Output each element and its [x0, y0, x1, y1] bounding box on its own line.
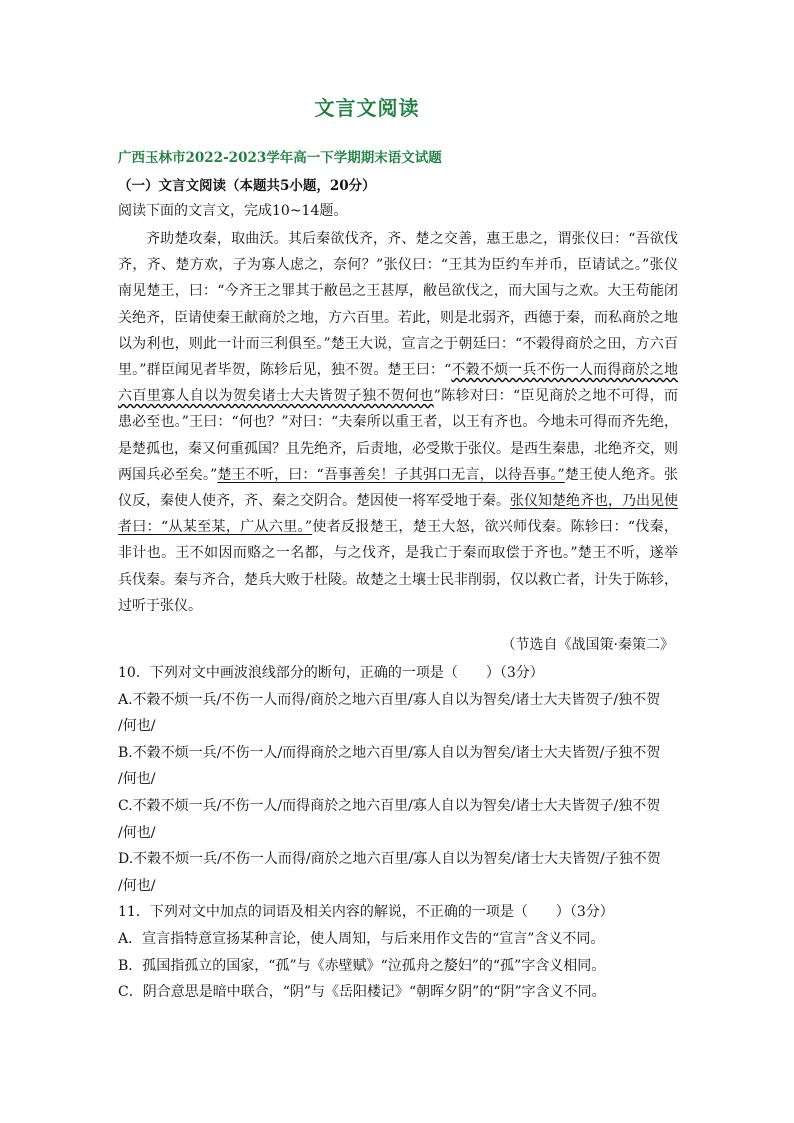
instruction-text: 阅读下面的文言文，完成10~14题。 [118, 203, 348, 219]
question-11-option-c: C．阴合意思是暗中联合，“阴”与《岳阳楼记》“朝晖夕阴”的“阴”字含义不同。 [118, 984, 606, 1001]
wavy-underlined-text: 不穀不烦一兵不伤一人而得商於之地六百里寡人自以为贺矣诸士大夫皆贺子独不贺何也 [118, 362, 678, 405]
passage-text-4: 使者反报楚王，楚王大怒，欲兴师伐秦。陈轸曰：“伐秦，非计也。王不如因而赂之一名都，与之伐齐，是我亡于秦而取偿于齐也。”楚王不听，遂举兵伐秦。秦与齐合，楚兵大败于杜陵。故楚之土壤士民非削弱，仅以救亡者，计失于陈轸，过听于张仪。 [118, 519, 678, 614]
exam-source: 广西玉林市2022-2023学年高一下学期期末语文试题 [118, 150, 442, 166]
question-10-option-b-cont: /何也/ [118, 771, 156, 788]
passage-paragraph [118, 226, 678, 619]
passage-text-1: 齐助楚攻秦，取曲沃。其后秦欲伐齐，齐、楚之交善，惠王患之，谓张仪曰：“吾欲伐齐，齐、楚方欢，子为寡人虑之，奈何？”张仪曰：“王其为臣约车并币，臣请试之。”张仪南见楚王，曰：“今齐王之罪其于敝邑之王甚厚，敝邑欲伐之，而大国与之欢。大王苟能闭关绝齐，臣请使秦王献商於之地，方六百里。若此，则是北弱齐，西德于秦，而私商於之地以为利也，则此一计而三利俱至。”楚王大说，宣言之于朝廷曰：“不榖得商於之田，方六百里。”群臣闻见者毕贺，陈轸后见，独不贺。楚王曰：“ [118, 231, 678, 379]
question-10-stem: 10．下列对文中画波浪线部分的断句，正确的一项是（ ）（3分） [118, 665, 544, 681]
passage-citation: （节选自《战国策·秦策二》 [501, 637, 674, 653]
question-10-option-c-cont: /何也/ [118, 824, 156, 841]
classical-passage [118, 226, 678, 619]
question-10-option-b: B.不穀不烦一兵/不伤一人/而得商於之地六百里/寡人自以为智矣/诸士大夫皆贺/子独不贺 [118, 744, 661, 761]
question-10-option-a: A.不穀不烦一兵/不伤一人而得/商於之地六百里/寡人自以为智矣/诸士大夫皆贺子/独不贺 [118, 691, 661, 708]
question-11-stem: 11．下列对文中加点的词语及相关内容的解说，不正确的一项是（ ）（3分） [118, 904, 614, 921]
underlined-sentence-2: 张仪知楚绝齐也，乃出见使者曰：“从某至某，广从六里。” [118, 493, 678, 536]
question-11-option-a: A．宣言指特意宣扬某种言论，使人周知，与后来用作文告的“宣言”含义不同。 [118, 930, 605, 947]
passage-text-2: ”陈轸对曰：“臣见商於之地不可得，而患必至也。”王曰：“何也？”对曰：“夫秦所以重王者，以王有齐也。今地未可得而齐先绝，是楚孤也，秦又何重孤国？且先绝齐，后责地，必受欺于张仪。是西生秦患，北绝齐交，则两国兵必至矣。” [118, 388, 678, 483]
underlined-sentence-1: 楚王不听，曰：“吾事善矣！子其弭口无言，以待吾事。” [217, 466, 565, 483]
question-11-option-b: B．孤国指孤立的国家，“孤”与《赤壁赋》“泣孤舟之嫠妇”的“孤”字含义相同。 [118, 957, 606, 974]
page-title: 文言文阅读 [314, 96, 420, 120]
question-10-option-c: C.不穀不烦一兵/不伤一人/而得商於之地六百里/寡人自以为智矣/诸士大夫皆贺子/独不贺 [118, 797, 661, 814]
question-10-option-d: D.不穀不烦一兵/不伤一人而得/商於之地六百里/寡人自以为智矣/诸士大夫皆贺/子独不贺 [118, 851, 661, 868]
questions-block [118, 660, 678, 1006]
section-heading: （一）文言文阅读（本题共5小题，20分） [118, 178, 376, 194]
question-10-option-d-cont: /何也/ [118, 877, 156, 894]
question-10-option-a-cont: /何也/ [118, 718, 156, 735]
passage-text-3: 楚王使人绝齐。张仪反，秦使人使齐，齐、秦之交阴合。楚因使一将军受地于秦。 [118, 466, 678, 510]
